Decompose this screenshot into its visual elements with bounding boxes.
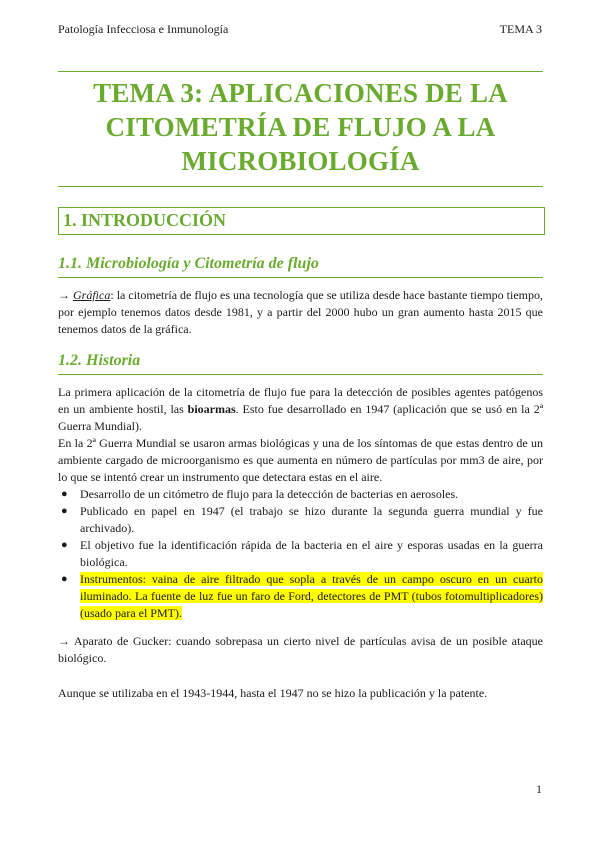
paragraph-bioarmas: [58, 384, 543, 435]
title-line-2: CITOMETRÍA DE FLUJO A LA: [105, 112, 496, 142]
paragraph-publicacion: Aunque se utilizaba en el 1943-1944, hasta el 1947 no se hizo la publicación y la patente.: [58, 686, 488, 700]
page-title: [58, 76, 543, 178]
section-heading-box: [58, 207, 545, 235]
history-bullet-list: [58, 486, 543, 622]
subsection-heading-historia: 1.2. Historia: [58, 352, 141, 369]
term-bioarmas: bioarmas: [187, 402, 236, 416]
title-line-1: TEMA 3: APLICACIONES DE LA: [93, 78, 508, 108]
subsection-rule-1: [58, 277, 543, 278]
list-item-text: El objetivo fue la identificación rápida de la bacteria en el aire y esporas usadas en la guerra biológica.: [80, 538, 543, 569]
page-number: 1: [536, 782, 542, 796]
list-item-text: Desarrollo de un citómetro de flujo para la detección de bacterias en aerosoles.: [80, 487, 459, 501]
header-course-title: Patología Infecciosa e Inmunología: [58, 22, 229, 36]
list-item: [58, 503, 543, 537]
subsection-rule-2: [58, 374, 543, 375]
title-line-3: MICROBIOLOGÍA: [181, 146, 420, 176]
term-grafica: Gráfica: [73, 288, 111, 302]
page-header: [58, 22, 542, 38]
paragraph-gucker: → Aparato de Gucker: cuando sobrepasa un cierto nivel de partículas avisa de un posible ataque biológico.: [58, 634, 543, 665]
list-item-text: Publicado en papel en 1947 (el trabajo se hizo durante la segunda guerra mundial y fue archivado).: [80, 504, 543, 535]
paragraph-grafica: [58, 287, 543, 338]
title-bottom-rule: [58, 186, 543, 187]
list-item: [58, 486, 543, 503]
p1-after: . Esto fue desarrollado en 1947 (aplicación que se usó en la 2ª Guerra Mundial).: [58, 402, 543, 433]
title-top-rule: [58, 71, 543, 72]
section-heading-introduccion: 1. INTRODUCCIÓN: [63, 210, 227, 230]
grafica-text: : la citometría de flujo es una tecnología que se utiliza desde hace bastante tiempo tiempo, por ejemplo tenemos datos desde 1981, y a partir del 2000 hubo un gran aumento hasta 2015 que tenemos datos de la gráfica.: [58, 288, 544, 336]
bullet-glyph: ●: [61, 573, 68, 585]
highlighted-text: Instrumentos: vaina de aire filtrado que sopla a través de un campo oscuro en un cuarto iluminado. La fuente de luz fue un faro de Ford, detectores de PMT (tubos fotomultiplicadores) (usado para el PMT).: [80, 572, 543, 620]
list-item: [58, 537, 543, 571]
header-topic-label: TEMA 3: [499, 22, 542, 36]
bullet-glyph: ●: [61, 488, 68, 500]
subsection-heading-microbiologia: 1.1. Microbiología y Citometría de flujo: [58, 255, 319, 272]
bullet-glyph: ●: [61, 505, 68, 517]
paragraph-guerra-mundial: En la 2ª Guerra Mundial se usaron armas biológicas y una de los síntomas de que estas dentro de un ambiente cargado de microorganismo es que aumenta en número de partículas por mm3 de aire, por lo que se intentó crear un instrumento que detectara estas en el aire.: [58, 436, 543, 484]
arrow-glyph: →: [58, 288, 70, 302]
bullet-glyph: ●: [61, 539, 68, 551]
p1-before: La primera aplicación de la citometría de flujo fue para la detección de posibles agentes patógenos en un ambiente hostil, las: [58, 385, 543, 416]
list-item-highlighted: [58, 571, 543, 622]
